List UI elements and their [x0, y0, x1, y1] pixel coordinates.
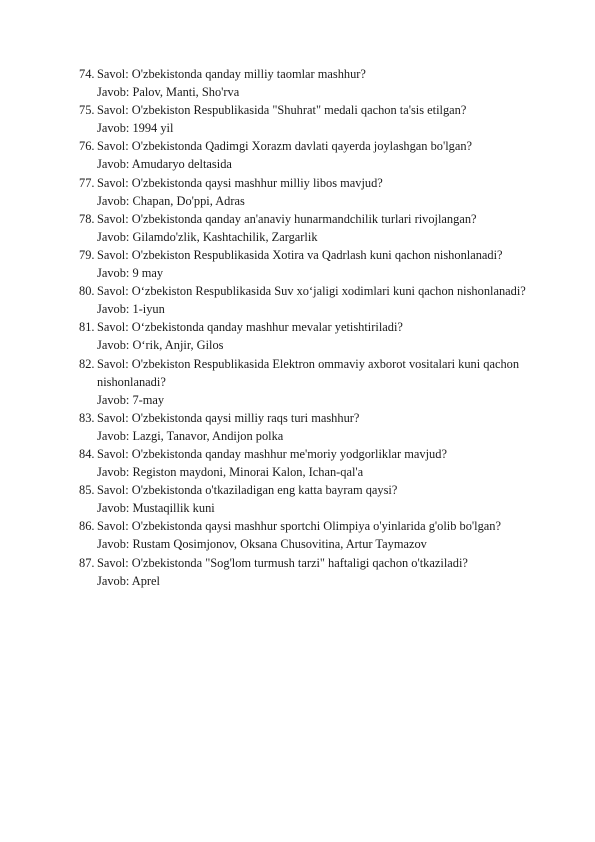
item-number: 75. [79, 103, 95, 118]
qa-item-76 [79, 137, 589, 173]
answer-text: Javob: 1994 yil [97, 121, 174, 136]
question-text: Savol: O'zbekiston Respublikasida Xotira va Qadrlash kuni qachon nishonlanadi? [97, 247, 503, 262]
question-text: Savol: O'zbekistonda qaysi mashhur milliy libos mavjud? [97, 175, 383, 190]
answer-text: Javob: Mustaqillik kuni [97, 501, 215, 516]
qa-item-75 [79, 101, 589, 137]
item-number: 74. [79, 67, 95, 81]
answer-text: Javob: Chapan, Do'ppi, Adras [97, 193, 245, 208]
item-number: 77. [79, 175, 95, 190]
question-text: Savol: O'zbekiston Respublikasida "Shuhrat" medali qachon ta'sis etilgan? [97, 103, 467, 118]
answer-text: Javob: 9 may [97, 266, 164, 281]
qa-item-85 [79, 481, 589, 517]
question-text: Savol: O‘zbekiston Respublikasida Suv xo‘jaligi xodimlari kuni qachon nishonlanadi? [97, 284, 526, 299]
answer-text: Javob: 7-may [97, 392, 165, 407]
answer-text: Javob: Rustam Qosimjonov, Oksana Chusovitina, Artur Taymazov [97, 537, 427, 552]
answer-text: Javob: O‘rik, Anjir, Gilos [97, 338, 224, 353]
qa-item-79 [79, 246, 589, 282]
question-text: Savol: O'zbekiston Respublikasida Elektron ommaviy axborot vositalari kuni qachon nishonlanadi? [97, 356, 520, 389]
item-number: 86. [79, 519, 95, 534]
qa-item-81 [79, 318, 589, 354]
answer-text: Javob: Aprel [97, 573, 160, 588]
item-number: 78. [79, 211, 95, 226]
qa-item-80 [79, 282, 589, 318]
question-text: Savol: O'zbekistonda qanday mashhur me'moriy yodgorliklar mavjud? [97, 446, 447, 461]
question-text: Savol: O'zbekistonda o'tkaziladigan eng katta bayram qaysi? [97, 483, 398, 498]
qa-list [79, 65, 589, 590]
qa-item-84 [79, 445, 589, 481]
answer-text: Javob: 1-iyun [97, 302, 165, 317]
qa-item-83 [79, 409, 589, 445]
question-text: Savol: O'zbekistonda "Sog'lom turmush tarzi" haftaligi qachon o'tkaziladi? [97, 555, 468, 570]
answer-text: Javob: Registon maydoni, Minorai Kalon, Ichan-qal'a [97, 465, 364, 480]
answer-text: Javob: Amudaryo deltasida [97, 157, 232, 172]
item-number: 76. [79, 139, 95, 154]
qa-item-74 [79, 65, 589, 101]
qa-item-77 [79, 174, 589, 210]
qa-item-86 [79, 517, 589, 553]
question-text: Savol: O'zbekistonda qaysi mashhur sportchi Olimpiya o'yinlarida g'olib bo'lgan? [97, 519, 501, 534]
item-number: 84. [79, 446, 95, 461]
item-number: 87. [79, 555, 95, 570]
qa-item-78 [79, 210, 589, 246]
item-number: 80. [79, 284, 95, 299]
item-number: 83. [79, 410, 95, 425]
question-text: Savol: O'zbekistonda qanday an'anaviy hunarmandchilik turlari rivojlangan? [97, 211, 477, 226]
answer-text: Javob: Gilamdo'zlik, Kashtachilik, Zargarlik [97, 229, 318, 244]
qa-item-82 [79, 355, 589, 409]
qa-item-87 [79, 554, 589, 590]
question-text: Savol: O'zbekistonda qanday milliy taomlar mashhur? [97, 67, 366, 81]
answer-text: Javob: Palov, Manti, Sho'rva [97, 85, 240, 100]
item-number: 79. [79, 247, 95, 262]
item-number: 81. [79, 320, 95, 335]
question-text: Savol: O'zbekistonda qaysi milliy raqs turi mashhur? [97, 410, 360, 425]
item-number: 85. [79, 483, 95, 498]
question-text: Savol: O‘zbekistonda qanday mashhur mevalar yetishtiriladi? [97, 320, 403, 335]
question-text: Savol: O'zbekistonda Qadimgi Xorazm davlati qayerda joylashgan bo'lgan? [97, 139, 473, 154]
answer-text: Javob: Lazgi, Tanavor, Andijon polka [97, 428, 284, 443]
item-number: 82. [79, 356, 95, 371]
